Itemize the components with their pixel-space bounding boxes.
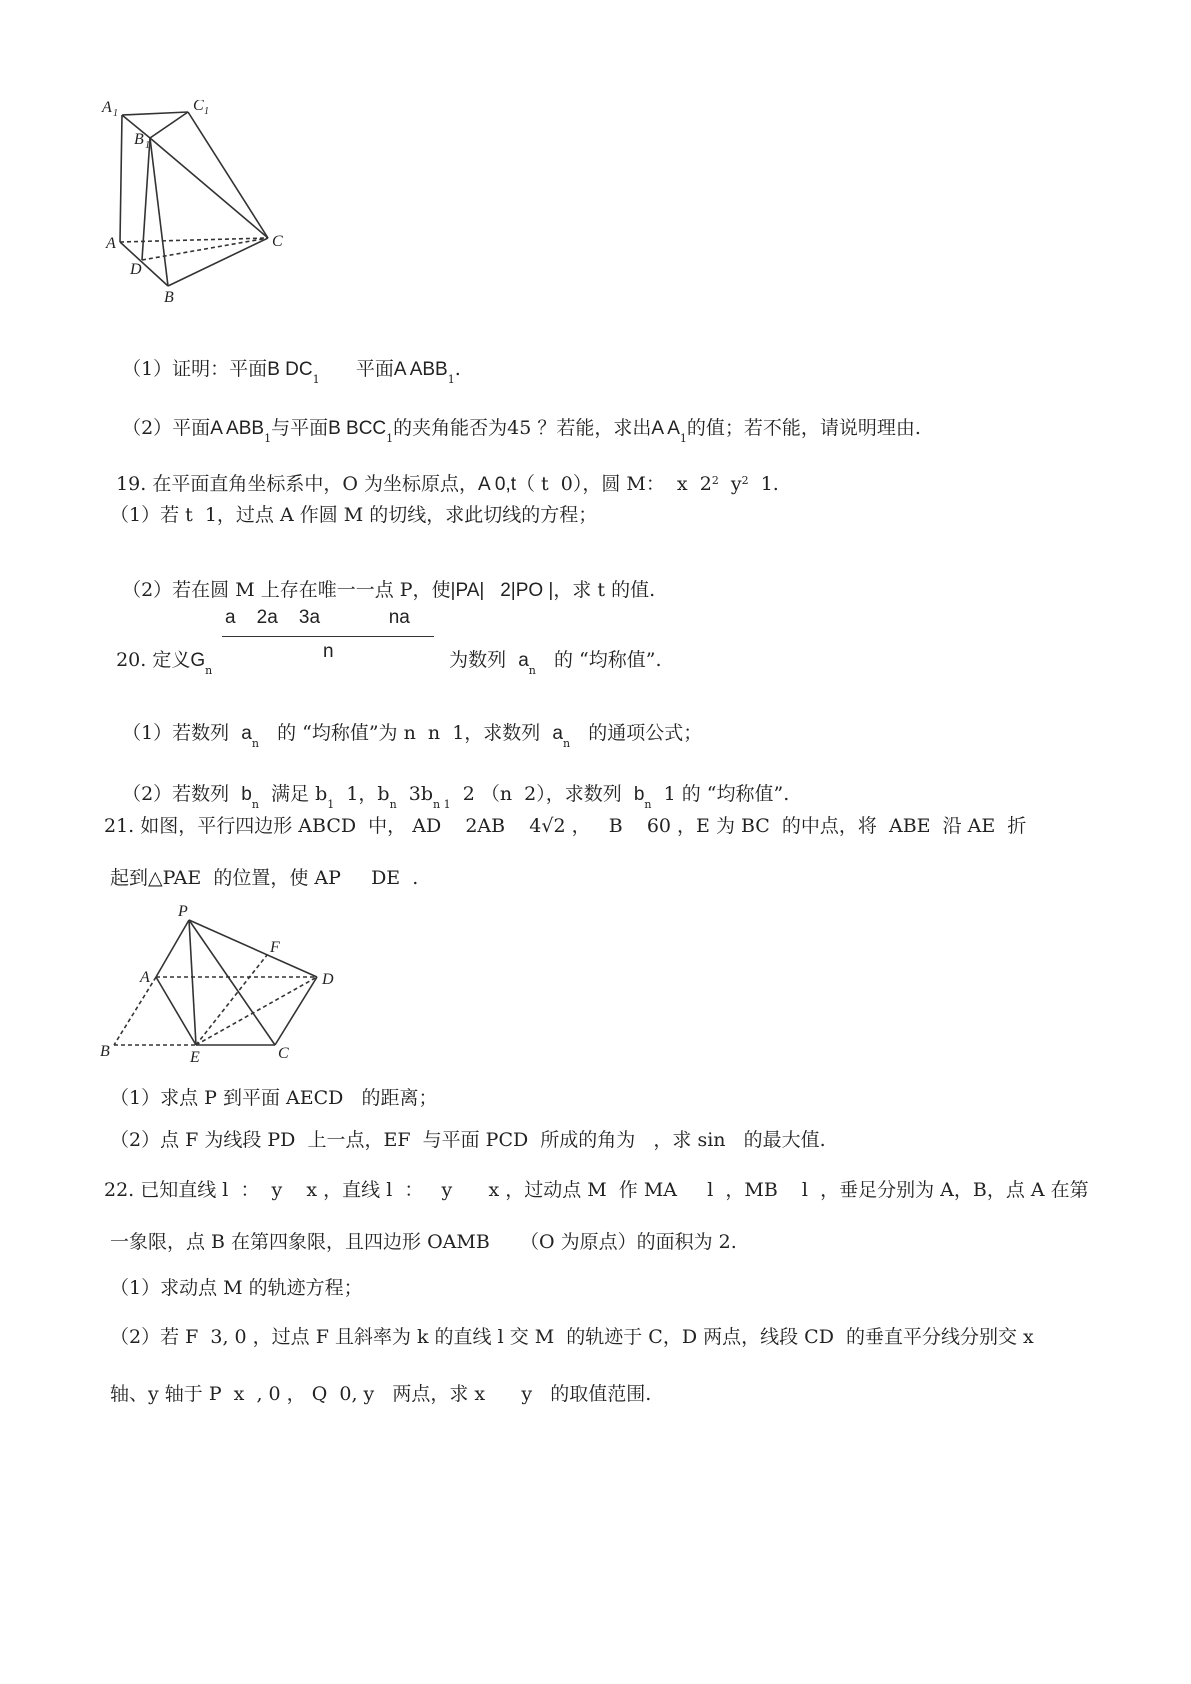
q18-p2-with: 与平面: [271, 417, 329, 439]
q20-a-sub: n: [528, 664, 536, 677]
label-B: B: [164, 289, 174, 306]
q20-G-sub: n: [205, 664, 213, 677]
label-E: E: [190, 1049, 200, 1066]
q19-p2-a: （2）若在圆 M 上存在唯一一点 P，使: [122, 579, 451, 601]
q18-p1-mid: 平面: [355, 358, 394, 380]
q20-p1-b: 的 “均称值”为 n n 1，求数列: [277, 722, 541, 744]
q20-part2: [110, 758, 789, 809]
q18-p1-plane2: A ABB: [393, 359, 448, 380]
q18-p2-end: 的值；若不能，请说明理由.: [686, 417, 921, 439]
label-C1: C: [193, 100, 204, 114]
q19-sup: 2: [711, 474, 719, 487]
q22-part2-line2: 轴、y 轴于 P x , 0 ， Q 0, y 两点，求 x y 的取值范围.: [110, 1383, 652, 1405]
q18-p2-sub4: 1: [386, 432, 394, 445]
q20-stem-b: 为数列: [449, 649, 507, 671]
edge-b1c1: [150, 112, 188, 138]
edge-cd: [275, 977, 317, 1045]
edge-ef: [196, 955, 267, 1045]
q19-cond: （ t 0），圆 M： x 2: [516, 473, 712, 495]
q20-stem-a: 20. 定义: [116, 649, 191, 671]
fold-figure: [92, 900, 352, 1070]
q20-p2-a: （2）若数列: [122, 783, 230, 805]
q22-stem-line1: 22. 已知直线 l ： y x ，直线 l ： y x ，过动点 M 作 MA l ，MB l ，垂足分别为 A，B，点 A 在第: [104, 1179, 1089, 1201]
edge-c1c: [188, 112, 268, 238]
q22-part1: （1）求动点 M 的轨迹方程；: [110, 1277, 363, 1299]
q20-p2-subn: n: [389, 798, 397, 811]
q18-p1-prefix: （1）证明：平面: [122, 358, 268, 380]
q21-part1: （1）求点 P 到平面 AECD 的距离；: [110, 1087, 438, 1109]
label-C: C: [272, 233, 283, 250]
q19-stem-a: 19. 在平面直角坐标系中，O 为坐标原点，: [116, 473, 478, 495]
label-A: A: [140, 969, 150, 986]
q20-p2-sub1: 1: [327, 798, 335, 811]
q18-part2: [110, 392, 921, 443]
q18-p2-plane1: A ABB: [210, 418, 265, 439]
q18-p1-plane1: B DC: [267, 359, 313, 380]
edge-a1a: [120, 115, 122, 242]
q20-p2-subn1: n 1: [433, 798, 451, 811]
label-D: D: [322, 971, 334, 988]
q20-p2-bn2: b: [633, 784, 645, 805]
q21-part2: （2）点 F 为线段 PD 上一点，EF 与平面 PCD 所成的角为 ，求 sin 的最大值.: [110, 1129, 826, 1151]
edge-ab: [114, 977, 156, 1045]
q20-p2-b: 满足 b: [271, 783, 328, 805]
q20-part1: [110, 697, 702, 748]
q19-stem: [104, 448, 779, 499]
edge-dc: [142, 238, 268, 260]
label-C: C: [278, 1045, 289, 1062]
prism-figure: [100, 100, 300, 310]
q20-p2-f: 1 的 “均称值”.: [651, 783, 790, 805]
q20-p1-c: 的通项公式；: [588, 722, 703, 744]
label-A: A: [106, 235, 116, 252]
q20-p2-d: 3b: [396, 783, 434, 805]
label-A1-sub: 1: [113, 108, 118, 119]
edge-a1c1: [122, 112, 188, 115]
label-D: D: [130, 261, 142, 278]
q20-p2-subn2: n: [644, 798, 652, 811]
q20-p1-an2: a: [552, 723, 563, 744]
label-F: F: [270, 939, 280, 956]
edge-pe: [189, 920, 196, 1045]
label-A1: A: [102, 100, 112, 116]
q19-y: y: [718, 473, 742, 495]
q20-p1-sub2: n: [562, 737, 571, 750]
q21-stem-line1: 21. 如图，平行四边形 ABCD 中， AD 2AB 4√2 ， B 60 ，E 为 BC 的中点，将 ABE 沿 AE 折: [104, 815, 1027, 837]
q21-stem-line2: 起到△PAE 的位置，使 AP DE .: [110, 867, 419, 889]
q20-denominator: n: [323, 641, 334, 662]
edge-b1c: [150, 138, 268, 238]
q18-p2-aa: A A: [651, 418, 680, 439]
q19-end: 1.: [748, 473, 779, 495]
q19-p2-end: ，求 t 的值.: [553, 579, 656, 601]
q18-p1-sub3: 1: [447, 373, 455, 386]
edge-pa: [156, 920, 189, 977]
q19-part2: [110, 554, 655, 603]
q20-p2-bn: b: [241, 784, 252, 805]
edge-ae: [156, 977, 196, 1045]
label-B1-sub: 1: [145, 140, 150, 151]
q20-p1-an: a: [241, 723, 252, 744]
q20-stem-c: 的 “均称值”.: [554, 649, 662, 671]
q18-p2-plane2: B BCC: [328, 418, 387, 439]
q22-stem-line2: 一象限，点 B 在第四象限，且四边形 OAMB （O 为原点）的面积为 2.: [110, 1231, 737, 1253]
q19-p2-expr: |PA| 2|PO |: [450, 580, 554, 601]
q18-p1-sub1: 1: [312, 373, 320, 386]
edge-ed: [196, 977, 317, 1045]
edge-ab: [120, 242, 168, 286]
edge-bc: [168, 238, 268, 286]
label-B1: B: [134, 131, 144, 148]
q19-part1: （1）若 t 1，过点 A 作圆 M 的切线，求此切线的方程；: [110, 504, 598, 526]
label-C1-sub: 1: [204, 106, 209, 117]
q20-stem-tail: [437, 624, 662, 675]
q20-G: G: [190, 650, 206, 671]
q20-p2-sub: n: [251, 798, 259, 811]
q18-p1-end: .: [454, 358, 461, 380]
label-B: B: [100, 1043, 110, 1060]
label-P: P: [178, 903, 188, 920]
q20-fraction-bar: [222, 636, 434, 637]
q19-point: A 0,t: [477, 474, 516, 495]
q20-numerator: a 2a 3a na: [225, 607, 410, 628]
q20-p2-c: 1，b: [334, 783, 390, 805]
edge-b1b: [150, 138, 168, 286]
q18-p2-sub2: 1: [264, 432, 272, 445]
q19-sup2: 2: [741, 474, 749, 487]
q18-p2-prefix: （2）平面: [122, 417, 211, 439]
q20-p2-e: 2 （n 2），求数列: [450, 783, 622, 805]
q20-p1-a: （1）若数列: [122, 722, 230, 744]
q20-p1-sub: n: [251, 737, 259, 750]
q22-part2-line1: （2）若 F 3, 0 ，过点 F 且斜率为 k 的直线 l 交 M 的轨迹于 C，D 两点，线段 CD 的垂直平分线分别交 x: [110, 1326, 1034, 1348]
q20-stem: [104, 624, 212, 675]
q20-a: a: [518, 650, 529, 671]
q18-p2-sub5: 1: [679, 432, 687, 445]
q18-part1: [110, 333, 461, 384]
q18-p2-angle: 的夹角能否为45 ？若能，求出: [393, 417, 652, 439]
